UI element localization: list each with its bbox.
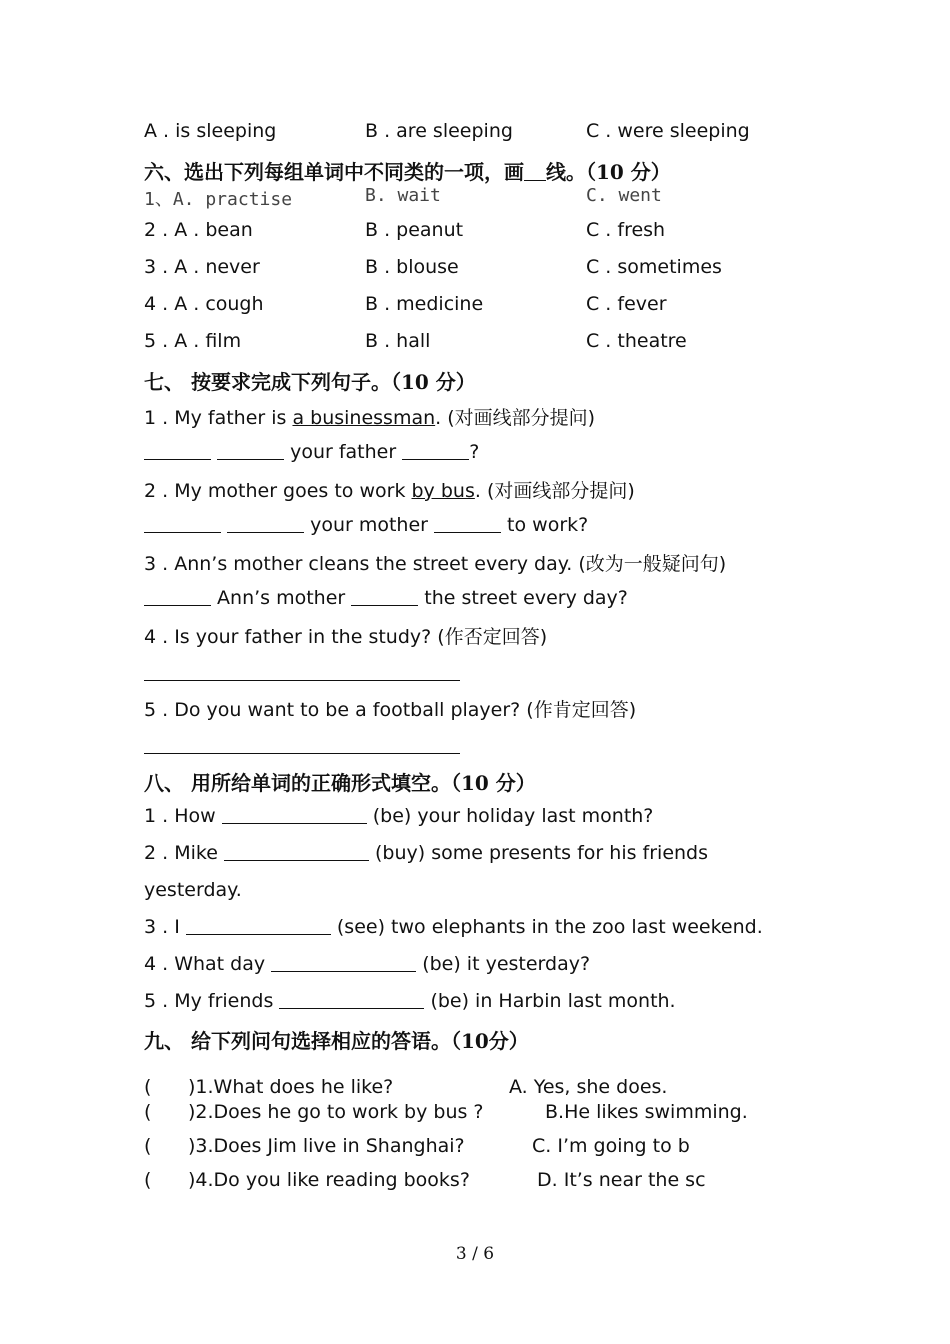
s9-item-1-paren[interactable]: ( <box>144 1076 152 1098</box>
s8-question-3 <box>144 915 763 938</box>
s6-row-3-b: B . blouse <box>365 256 459 278</box>
s6-row-1-b: B. wait <box>365 185 441 206</box>
s6-row-5-a: 5 . A . film <box>144 330 242 352</box>
s7-question-1 <box>144 403 595 430</box>
s8-q2-post: (buy) some presents for his friends <box>368 842 709 864</box>
s7-a1-end: ? <box>469 441 480 463</box>
s8-question-1 <box>144 804 653 827</box>
s7-a2-end: to work? <box>501 514 589 536</box>
s7-answer-4-line[interactable] <box>144 680 460 681</box>
s7-a1-mid: your father <box>284 441 403 463</box>
s8-q3-pre: 3 . I <box>144 916 186 938</box>
s6-row-5-b: B . hall <box>365 330 431 352</box>
s7-a2-mid: your mother <box>304 514 435 536</box>
s7-question-2 <box>144 476 635 503</box>
s9-item-4-paren[interactable]: ( <box>144 1169 152 1191</box>
answer-blank[interactable] <box>144 586 211 606</box>
s6-row-5-c: C . theatre <box>586 330 687 352</box>
s9-item-1-question: )1.What does he like? <box>188 1076 394 1098</box>
s6-row-4-c: C . fever <box>586 293 667 315</box>
top-option-a: A . is sleeping <box>144 120 277 142</box>
s8-question-2 <box>144 841 708 864</box>
section-6-title <box>144 156 671 185</box>
answer-blank[interactable] <box>144 440 211 460</box>
fill-blank[interactable] <box>222 804 367 824</box>
s7-q1-underlined: a businessman <box>292 407 436 429</box>
s8-q5-post: (be) in Harbin last month. <box>424 990 676 1012</box>
s7-q2-post: . (对画线部分提问) <box>474 480 635 502</box>
title-blank <box>524 160 546 181</box>
s9-item-3-question: )3.Does Jim live in Shanghai? <box>188 1135 465 1157</box>
answer-blank[interactable] <box>227 513 304 533</box>
s7-q2-pre: 2 . My mother goes to work <box>144 480 412 502</box>
answer-blank[interactable] <box>434 513 501 533</box>
s6-row-2-a: 2 . A . bean <box>144 219 253 241</box>
s6-row-3-a: 3 . A . never <box>144 256 260 278</box>
s6-row-3-c: C . sometimes <box>586 256 722 278</box>
fill-blank[interactable] <box>279 989 424 1009</box>
answer-blank[interactable] <box>351 586 418 606</box>
s7-a3-end: the street every day? <box>418 587 628 609</box>
section-9-title: 九、 给下列问句选择相应的答语。（10分） <box>144 1029 529 1053</box>
s7-q1-post: . (对画线部分提问) <box>435 407 596 429</box>
s6-row-2-b: B . peanut <box>365 219 464 241</box>
s8-q1-post: (be) your holiday last month? <box>366 805 654 827</box>
s7-q2-underlined: by bus <box>411 480 475 502</box>
s9-item-1-answer: A. Yes, she does. <box>509 1076 668 1098</box>
s6-row-1-c: C. went <box>586 185 662 206</box>
s7-answer-5-line[interactable] <box>144 753 460 754</box>
section-6-title-after: 线。（10 分） <box>546 160 671 184</box>
s8-q4-pre: 4 . What day <box>144 953 272 975</box>
s7-answer-1 <box>144 440 479 463</box>
s9-item-2-paren[interactable]: ( <box>144 1101 152 1123</box>
fill-blank[interactable] <box>271 952 416 972</box>
s8-q5-pre: 5 . My friends <box>144 990 280 1012</box>
s9-item-4-question: )4.Do you like reading books? <box>188 1169 470 1191</box>
s9-item-2-answer: B.He likes swimming. <box>545 1101 748 1123</box>
s9-item-3-paren[interactable]: ( <box>144 1135 152 1157</box>
s9-item-2-question: )2.Does he go to work by bus ? <box>188 1101 484 1123</box>
s6-row-1-a: 1、A. practise <box>144 189 293 210</box>
s9-item-4-answer: D. It’s near the sc <box>537 1169 706 1191</box>
top-option-b: B . are sleeping <box>365 120 513 142</box>
answer-blank[interactable] <box>402 440 469 460</box>
s8-question-5 <box>144 989 676 1012</box>
s7-a3-mid: Ann’s mother <box>211 587 352 609</box>
section-8-title: 八、 用所给单词的正确形式填空。（10 分） <box>144 771 536 795</box>
s8-q1-pre: 1 . How <box>144 805 222 827</box>
s7-question-5: 5 . Do you want to be a football player? (作肯定回答) <box>144 699 637 721</box>
s9-item-3-answer: C. I’m going to b <box>532 1135 690 1157</box>
s6-row-4-b: B . medicine <box>365 293 484 315</box>
s8-q2-pre: 2 . Mike <box>144 842 224 864</box>
s7-question-3: 3 . Ann’s mother cleans the street every day. (改为一般疑问句) <box>144 553 727 575</box>
s7-answer-2 <box>144 513 588 536</box>
section-6-title-before: 六、选出下列每组单词中不同类的一项，画 <box>144 160 524 184</box>
s7-question-4: 4 . Is your father in the study? (作否定回答) <box>144 626 548 648</box>
s7-answer-3 <box>144 586 628 609</box>
page-number: 3 / 6 <box>455 1244 495 1264</box>
top-option-c: C . were sleeping <box>586 120 750 142</box>
s7-q1-pre: 1 . My father is <box>144 407 293 429</box>
s8-q4-post: (be) it yesterday? <box>416 953 591 975</box>
s6-row-2-c: C . fresh <box>586 219 666 241</box>
fill-blank[interactable] <box>186 915 331 935</box>
s8-question-4 <box>144 952 590 975</box>
fill-blank[interactable] <box>224 841 369 861</box>
section-7-title: 七、 按要求完成下列句子。（10 分） <box>144 370 476 394</box>
answer-blank[interactable] <box>144 513 221 533</box>
s8-question-2-cont: yesterday. <box>144 879 242 901</box>
s8-q3-post: (see) two elephants in the zoo last weekend. <box>330 916 763 938</box>
s6-row-4-a: 4 . A . cough <box>144 293 264 315</box>
answer-blank[interactable] <box>217 440 284 460</box>
